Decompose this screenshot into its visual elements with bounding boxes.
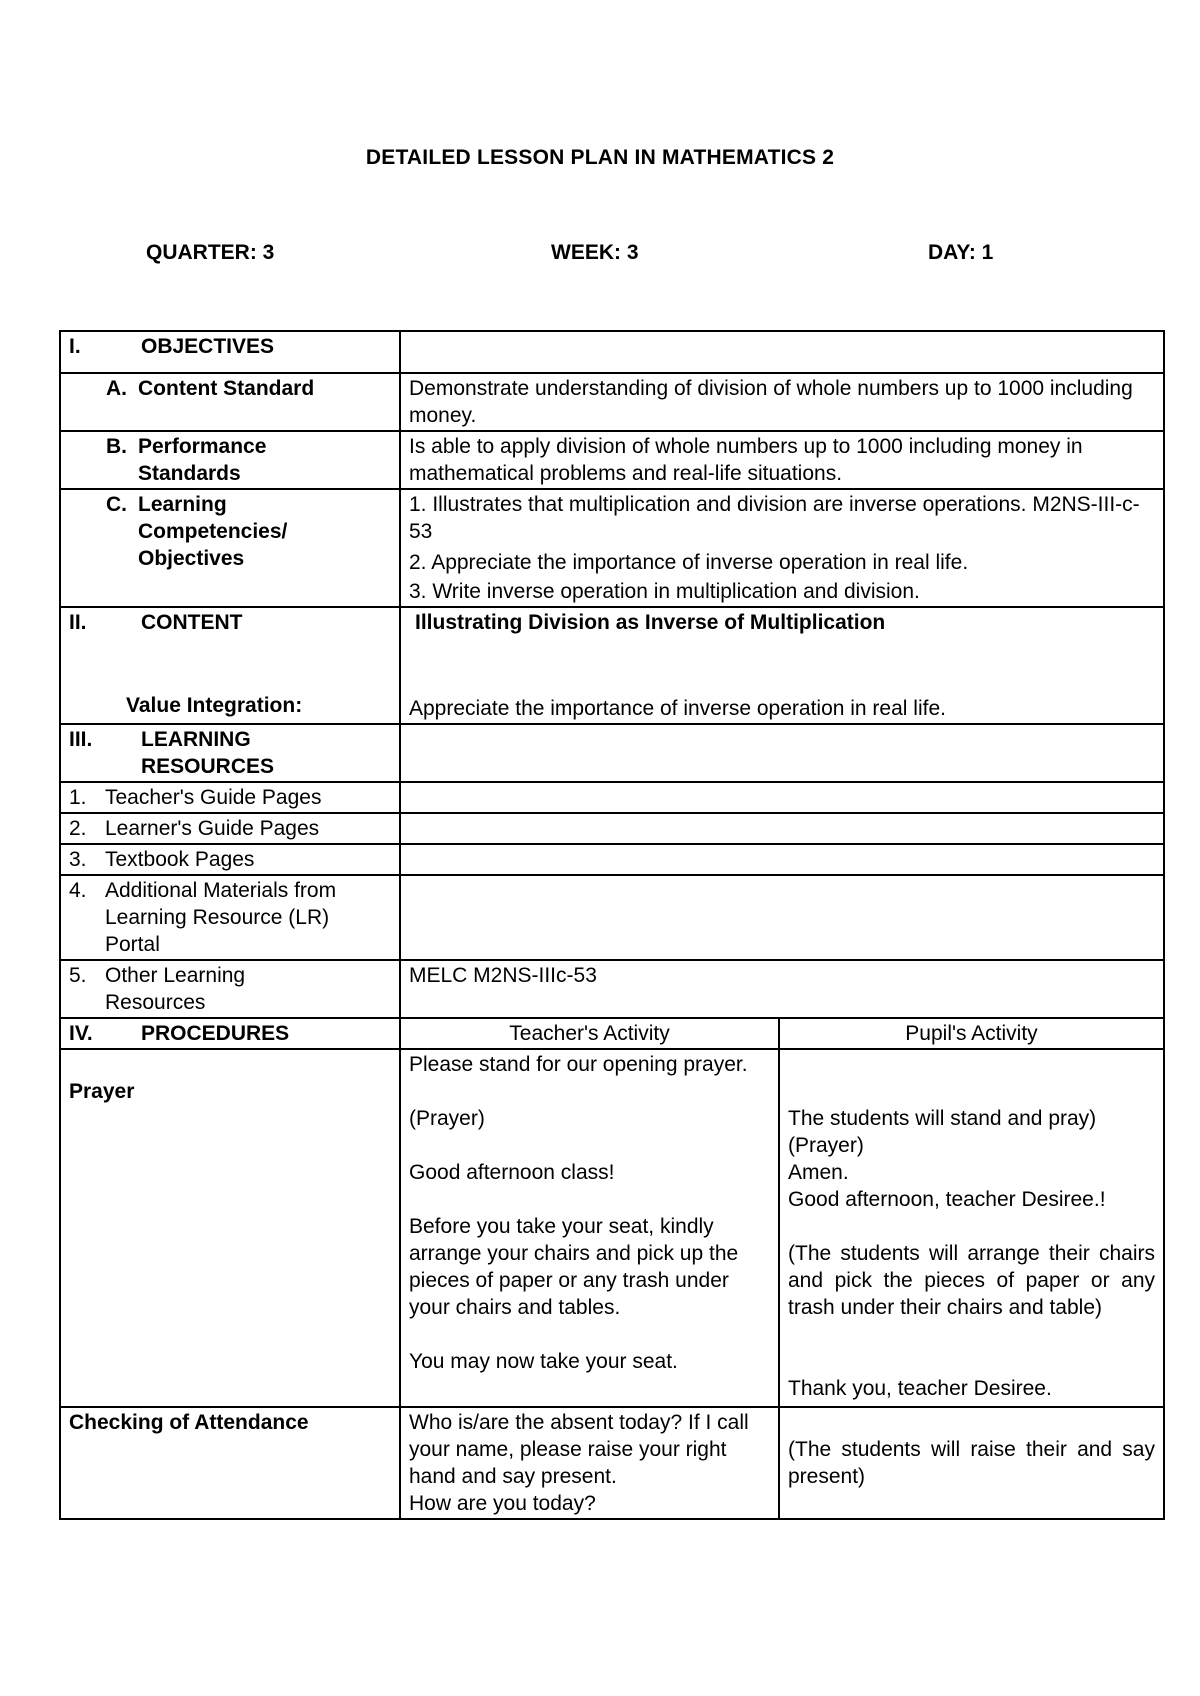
- content-standard-text: Demonstrate understanding of division of whole numbers up to 1000 including money.: [400, 373, 1164, 431]
- resource-num: 5.: [69, 964, 87, 987]
- prayer-pupil-line: Amen.: [788, 1161, 849, 1184]
- resource-label: Teacher's Guide Pages: [105, 786, 322, 809]
- lesson-plan-table: [59, 330, 1165, 1520]
- objectives-heading: [60, 331, 400, 373]
- prayer-teacher-cell: [400, 1049, 779, 1407]
- week-label: WEEK: 3: [551, 241, 639, 264]
- resource-label-cell: [60, 813, 400, 844]
- performance-standards-label: Performance Standards: [138, 435, 267, 485]
- resource-label: Additional Materials from Learning Resource (LR) Portal: [105, 879, 337, 956]
- resource-num: 1.: [69, 786, 87, 809]
- prayer-pupil-line: Good afternoon, teacher Desiree.!: [788, 1188, 1106, 1211]
- document-title: DETAILED LESSON PLAN IN MATHEMATICS 2: [365, 146, 835, 169]
- prayer-pupil-line: (The students will arrange their chairs and pick the pieces of paper or any trash under their chairs and table): [788, 1242, 1155, 1319]
- content-standard-row: [60, 373, 1164, 431]
- content-num: II.: [69, 611, 87, 634]
- content-label: CONTENT: [141, 611, 243, 634]
- resources-value: [400, 724, 1164, 782]
- resource-num: 2.: [69, 817, 87, 840]
- competency-item: 2. Appreciate the importance of inverse operation in real life.: [409, 551, 969, 574]
- prayer-pupil-cell: [779, 1049, 1164, 1407]
- prayer-teacher-line: Please stand for our opening prayer.: [409, 1053, 748, 1076]
- resource-value: [400, 813, 1164, 844]
- procedures-label: PROCEDURES: [141, 1022, 290, 1045]
- resource-row-other: [60, 960, 1164, 1018]
- resources-num: III.: [69, 728, 93, 751]
- competency-item: 1. Illustrates that multiplication and division are inverse operations. M2NS-III-c-53: [409, 493, 1140, 543]
- prayer-row: [60, 1049, 1164, 1407]
- attendance-pupil-cell: [779, 1407, 1164, 1519]
- attendance-row: [60, 1407, 1164, 1519]
- performance-standards-letter: B.: [106, 435, 127, 458]
- objectives-num: I.: [69, 335, 81, 358]
- resource-value: MELC M2NS-IIIc-53: [400, 960, 1164, 1018]
- objectives-value: [400, 331, 1164, 373]
- performance-standards-heading: [60, 431, 400, 489]
- resource-row-teachers-guide: [60, 782, 1164, 813]
- content-standard-letter: A.: [106, 377, 127, 400]
- attendance-teacher-line: Who is/are the absent today? If I call your name, please raise your right hand and say present.: [409, 1411, 749, 1488]
- resource-label-cell: [60, 875, 400, 960]
- competency-item: 3. Write inverse operation in multiplication and division.: [409, 580, 920, 603]
- learning-competencies-letter: C.: [106, 493, 127, 516]
- value-integration-label: Value Integration:: [126, 694, 303, 717]
- objectives-label: OBJECTIVES: [141, 335, 275, 358]
- teacher-activity-header: Teacher's Activity: [400, 1018, 779, 1049]
- resource-value: [400, 844, 1164, 875]
- prayer-pupil-line: Thank you, teacher Desiree.: [788, 1377, 1052, 1400]
- resources-heading: [60, 724, 400, 782]
- performance-standards-text: Is able to apply division of whole numbers up to 1000 including money in mathematical problems and real-life situations.: [400, 431, 1164, 489]
- learning-competencies-list: [400, 489, 1164, 607]
- learning-competencies-label: Learning Competencies/ Objectives: [138, 493, 288, 570]
- content-standard-label: Content Standard: [138, 377, 315, 400]
- resource-row-textbook: [60, 844, 1164, 875]
- objectives-row: [60, 331, 1164, 373]
- resource-label: Other Learning Resources: [105, 964, 246, 1014]
- resource-label-cell: [60, 960, 400, 1018]
- quarter-label: QUARTER: 3: [146, 241, 275, 264]
- content-standard-heading: [60, 373, 400, 431]
- prayer-pupil-line: (Prayer): [788, 1134, 864, 1157]
- resource-row-additional-materials: [60, 875, 1164, 960]
- content-value: [400, 607, 1164, 724]
- content-heading: [60, 607, 400, 724]
- performance-standards-row: [60, 431, 1164, 489]
- pupil-activity-header: Pupil's Activity: [779, 1018, 1164, 1049]
- prayer-teacher-line: You may now take your seat.: [409, 1350, 678, 1373]
- day-label: DAY: 1: [928, 241, 994, 264]
- learning-competencies-row: [60, 489, 1164, 607]
- prayer-pupil-line: The students will stand and pray): [788, 1107, 1097, 1130]
- content-row: [60, 607, 1164, 724]
- learning-competencies-heading: [60, 489, 400, 607]
- resource-num: 3.: [69, 848, 87, 871]
- prayer-label-cell: [60, 1049, 400, 1407]
- attendance-label: Checking of Attendance: [60, 1407, 400, 1519]
- content-topic: Illustrating Division as Inverse of Multiplication: [415, 611, 886, 634]
- resources-row: [60, 724, 1164, 782]
- prayer-label: Prayer: [69, 1080, 135, 1103]
- resource-label-cell: [60, 844, 400, 875]
- procedures-row: [60, 1018, 1164, 1049]
- prayer-teacher-line: Before you take your seat, kindly arrange your chairs and pick up the pieces of paper or any trash under your chairs and tables.: [409, 1215, 739, 1319]
- procedures-num: IV.: [69, 1022, 93, 1045]
- resource-label: Learner's Guide Pages: [105, 817, 320, 840]
- attendance-teacher-cell: [400, 1407, 779, 1519]
- resources-label: LEARNING RESOURCES: [141, 728, 275, 778]
- resource-value: [400, 875, 1164, 960]
- resource-label: Textbook Pages: [105, 848, 255, 871]
- attendance-pupil-line: (The students will raise their and say present): [788, 1438, 1155, 1488]
- attendance-teacher-line: How are you today?: [409, 1492, 596, 1515]
- resource-num: 4.: [69, 879, 87, 902]
- resource-label-cell: [60, 782, 400, 813]
- value-integration-text: Appreciate the importance of inverse operation in real life.: [409, 697, 946, 720]
- procedures-heading: [60, 1018, 400, 1049]
- resource-row-learners-guide: [60, 813, 1164, 844]
- prayer-teacher-line: (Prayer): [409, 1107, 485, 1130]
- resource-value: [400, 782, 1164, 813]
- prayer-teacher-line: Good afternoon class!: [409, 1161, 615, 1184]
